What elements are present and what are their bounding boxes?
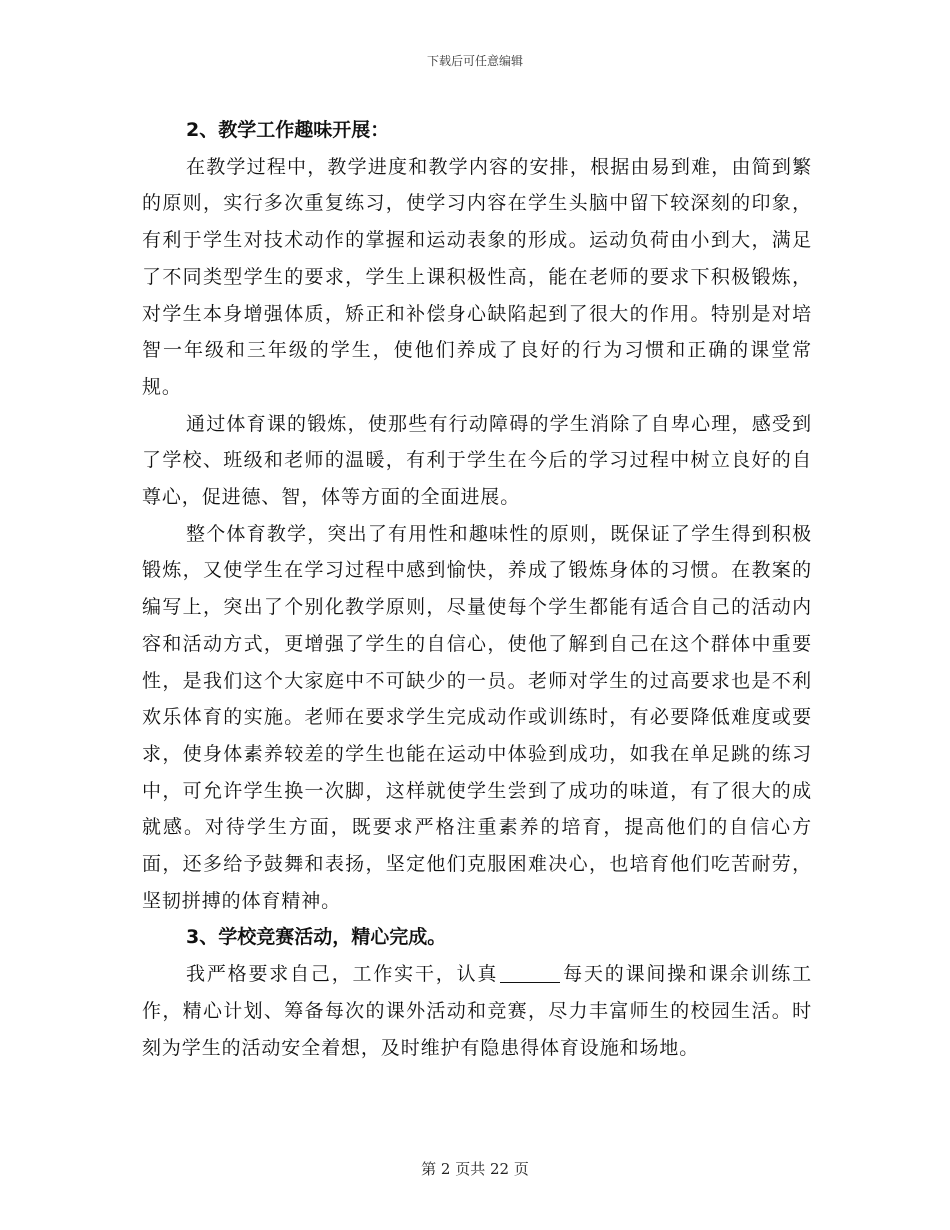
body-paragraph [142,956,812,1066]
fill-in-blank [500,963,560,983]
page-header: 下载后可任意编辑 [426,54,523,68]
body-paragraph: 通过体育课的锻炼，使那些有行动障碍的学生消除了自卑心理，感受到了学校、班级和老师的温暖，有利于学生在今后的学习过程中树立良好的自尊心，促进德、智，体等方面的全面进展。 [142,412,812,509]
body-paragraph: 在教学过程中，教学进度和教学内容的安排，根据由易到难，由简到繁的原则，实行多次重复练习，使学习内容在学生头脑中留下较深刻的印象，有利于学生对技术动作的掌握和运动表象的形成。运动负荷由小到大，满足了不同类型学生的要求，学生上课积极性高，能在老师的要求下积极锻炼，对学生本身增强体质，矫正和补偿身心缺陷起到了很大的作用。特别是对培智一年级和三年级的学生，使他们养成了良好的行为习惯和正确的课堂常规。 [142,155,812,398]
section-heading: 2、教学工作趣味开展： [186,119,390,141]
section-heading: 3、学校竞赛活动，精心完成。 [186,926,447,949]
document-body [142,112,812,1066]
paragraph-text: 我严格要求自己，工作实干，认真 [186,963,499,986]
page-footer: 第 2 页共 22 页 [421,1160,529,1178]
paragraph-text: 每天的课间操和课余训练工作，精心计划、筹备每次的课外活动和竞赛，尽力丰富师生的校园生活。时刻为学生的活动安全着想，及时维护有隐患得体育设施和场地。 [142,963,812,1059]
body-paragraph: 整个体育教学，突出了有用性和趣味性的原则，既保证了学生得到积极锻炼，又使学生在学习过程中感到愉快，养成了锻炼身体的习惯。在教案的编写上，突出了个别化教学原则，尽量使每个学生都能有适合自己的活动内容和活动方式，更增强了学生的自信心，使他了解到自己在这个群体中重要性，是我们这个大家庭中不可缺少的一员。老师对学生的过高要求也是不利欢乐体育的实施。老师在要求学生完成动作或训练时，有必要降低难度或要求，使身体素养较差的学生也能在运动中体验到成功，如我在单足跳的练习中，可允许学生换一次脚，这样就使学生尝到了成功的味道，有了很大的成就感。对待学生方面，既要求严格注重素养的培育，提高他们的自信心方面，还多给予鼓舞和表扬，坚定他们克服困难决心，也培育他们吃苦耐劳，坚韧拼搏的体育精神。 [142,522,812,912]
